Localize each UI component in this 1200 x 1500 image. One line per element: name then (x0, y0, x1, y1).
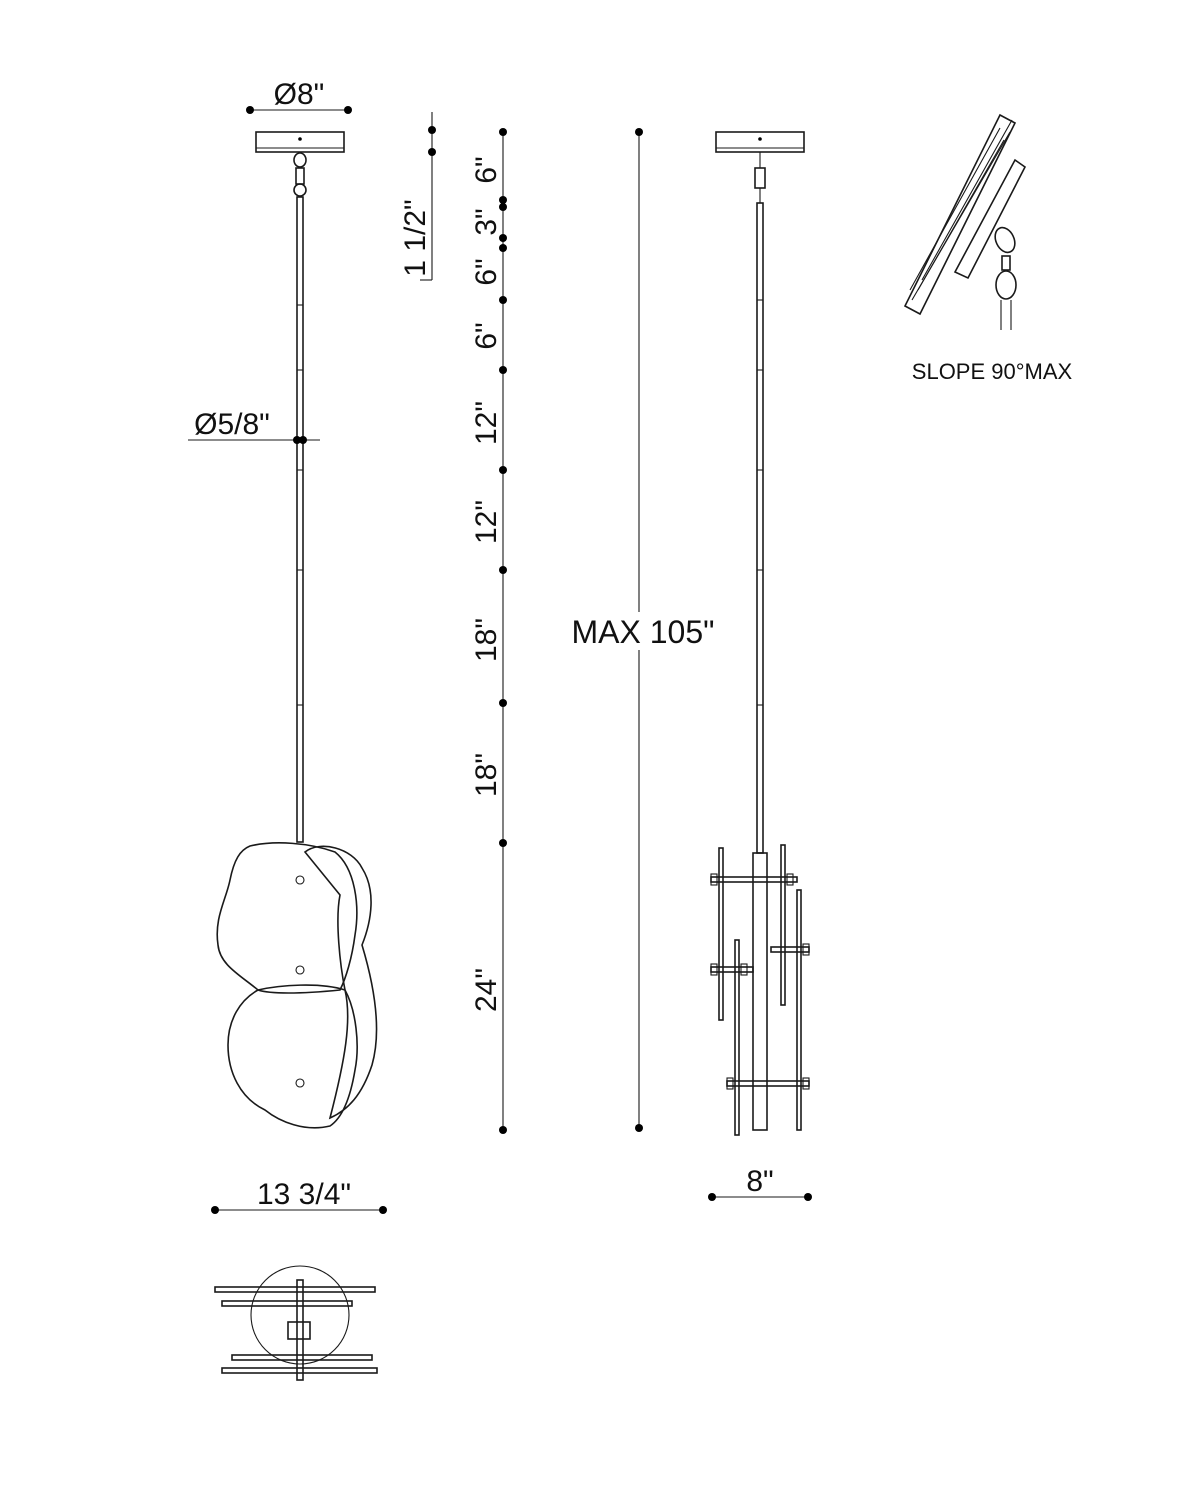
glass-shades (217, 843, 376, 1128)
overall-height-dimension (572, 128, 715, 1132)
rod-diameter-dimension (188, 408, 320, 444)
segment-label-3: 6" (470, 258, 503, 286)
side-chain (755, 152, 765, 203)
side-canopy (716, 132, 804, 152)
segment-label-8: 18" (470, 752, 503, 798)
top-view (215, 1266, 377, 1380)
side-rod (757, 203, 763, 853)
canopy (256, 132, 344, 152)
slope-label: SLOPE 90°MAX (911, 359, 1073, 384)
segment-label-9: 24" (470, 967, 503, 1013)
segment-label-1: 6" (470, 156, 503, 184)
canopy-diameter-label: Ø8" (273, 78, 325, 111)
side-glass-panels (711, 845, 809, 1135)
segment-label-6: 12" (470, 499, 503, 545)
chain (294, 153, 306, 196)
side-view (708, 132, 812, 1201)
segment-label-7: 18" (470, 617, 503, 663)
side-width-label: 8" (746, 1165, 774, 1198)
canopy-gap-dimension (399, 112, 436, 280)
max-height-label: MAX 105" (571, 614, 715, 650)
segment-dimensions (470, 128, 507, 1134)
segment-label-4: 6" (470, 322, 503, 350)
slope-detail (905, 115, 1073, 384)
canopy-diameter-dimension (246, 78, 352, 114)
side-width-dimension (708, 1165, 812, 1201)
rod (297, 197, 303, 842)
front-width-label: 13 3/4" (256, 1178, 352, 1211)
canopy-gap-label: 1 1/2" (399, 199, 432, 277)
rod-diameter-label: Ø5/8" (194, 408, 270, 441)
segment-label-2: 3" (470, 208, 503, 236)
segment-label-5: 12" (470, 400, 503, 446)
front-view (188, 78, 387, 1214)
front-width-dimension (211, 1178, 387, 1214)
